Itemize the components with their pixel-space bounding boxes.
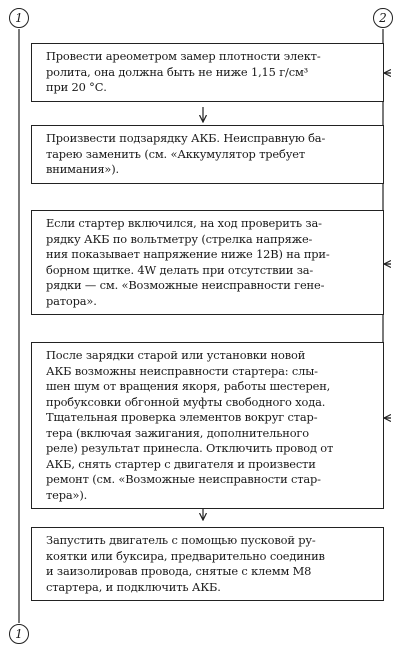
step-3-line: борном щитке. 4W делать при отсутствии за-	[46, 262, 314, 277]
step-4-line: После зарядки старой или установки новой	[46, 348, 306, 362]
connector-2-top[interactable]: 2	[373, 8, 393, 28]
step-1-box	[31, 43, 384, 102]
step-5-line: коятки или буксира, предварительно соединив	[46, 548, 325, 563]
step-4-line: АКБ, снять стартер с двигателя и произвести	[46, 456, 316, 471]
step-4-line: ремонт (см. «Возможные неисправности стар-	[46, 472, 321, 486]
step-5-line: Запустить двигатель с помощью пусковой ру-	[46, 533, 316, 547]
step-4-box	[31, 342, 384, 509]
step-2-box	[31, 125, 384, 184]
connector-1-bottom[interactable]: 1	[9, 624, 29, 644]
step-5-line: стартера, и подключить АКБ.	[46, 579, 221, 594]
step-5-box	[31, 527, 384, 601]
step-3-line: ния показывает напряжение ниже 12В) на при-	[46, 247, 330, 261]
step-1-line: Провести ареометром замер плотности элект-	[46, 49, 321, 63]
step-4-line: пробуксовки обгонной муфты свободного хода.	[46, 394, 326, 409]
step-2-line: тарею заменить (см. «Аккумулятор требует	[46, 146, 306, 161]
step-4-line: реле) результат принесла. Отключить провод от	[46, 441, 334, 455]
step-1-line: ролита, она должна быть не ниже 1,15 г/см³	[46, 64, 309, 79]
step-2-line: Произвести подзарядку АКБ. Неисправную ба-	[46, 131, 326, 145]
step-3-line: рядки — см. «Возможные неисправности гене-	[46, 278, 325, 292]
step-1-line: при 20 °С.	[46, 80, 107, 94]
connector-1-top[interactable]: 1	[9, 8, 29, 28]
step-4-line: шен шум от вращения якоря, работы шестерен,	[46, 379, 331, 393]
step-4-line: тера»).	[46, 487, 88, 502]
step-5-line: и заизолировав провода, снятые с клемм М8	[46, 564, 312, 578]
step-3-line: Если стартер включился, на ход проверить за-	[46, 216, 322, 230]
step-4-line: Тщательная проверка элементов вокруг стар-	[46, 410, 318, 424]
step-4-line: тера (включая зажигания, дополнительного	[46, 425, 309, 440]
step-2-line: внимания»).	[46, 162, 120, 176]
step-3-line: ратора».	[46, 293, 97, 308]
step-3-box	[31, 210, 384, 315]
step-4-line: АКБ возможны неисправности стартера: слы-	[46, 363, 318, 378]
step-3-line: рядку АКБ по вольтметру (стрелка напряже-	[46, 231, 313, 246]
